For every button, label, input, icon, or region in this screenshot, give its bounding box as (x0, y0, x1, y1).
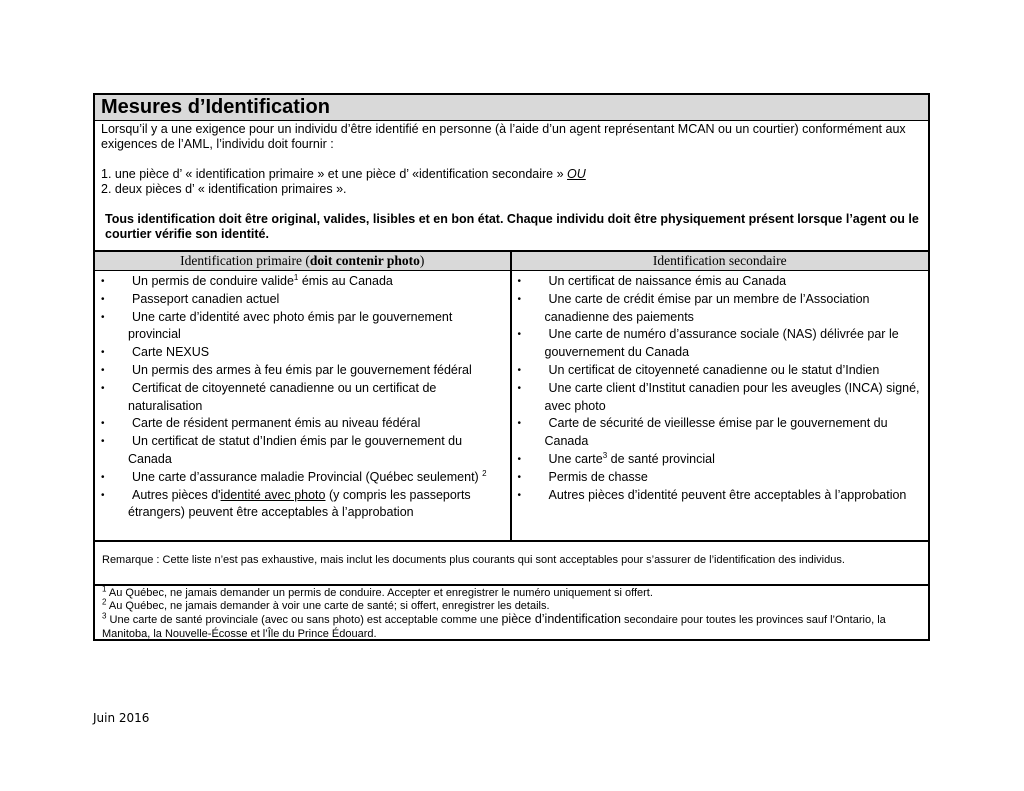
footnote-text: Au Québec, ne jamais demander à voir une carte de santé; si offert, enregistrer les details. (106, 600, 550, 613)
bullet-icon: • (517, 276, 522, 287)
secondary-item (516, 380, 925, 416)
primary-item-text: Un certificat de statut d’Indien émis par le gouvernement du Canada (128, 434, 463, 466)
secondary-item-text-after: de santé provincial (607, 451, 715, 466)
secondary-item (516, 362, 925, 380)
intro-option-2: 2. deux pièces d’ « identification primaires ». (101, 182, 347, 196)
primary-item-text: Un permis de conduire valide (132, 274, 294, 288)
footnote-ref: 1 (293, 272, 299, 282)
secondary-item (516, 415, 925, 451)
bullet-icon: • (101, 471, 105, 483)
bullet-icon: • (101, 293, 105, 305)
secondary-item (516, 451, 925, 469)
primary-item-text-after: (y compris les passeports étrangers) peuvent être acceptables à l’approbation (128, 487, 471, 520)
bullet-icon: • (101, 436, 105, 448)
identification-table (95, 250, 928, 540)
primary-list (95, 271, 510, 522)
intro-lead: Lorsqu’il y a une exigence pour un individu d’être identifié en personne (à l’aide d’un agent représentant MCAN ou un courtier) conformément aux exigences de l’AML, l’individu doit fournir : (101, 122, 906, 151)
secondary-item (516, 469, 925, 487)
primary-item (99, 415, 506, 433)
primary-item-text: Un permis des armes à feu émis par le gouvernement fédéral (132, 362, 472, 377)
identification-measures-document (93, 93, 930, 641)
secondary-item-text: Une carte (548, 451, 603, 466)
option-or: OU (567, 167, 586, 181)
primary-item (99, 273, 506, 291)
secondary-item-text: Une carte client d’Institut canadien pour les aveugles (INCA) signé, avec photo (544, 380, 920, 413)
footnote-number: 1 (102, 584, 107, 594)
primary-item (99, 433, 506, 469)
secondary-item-text: Carte de sécurité de vieillesse émise par le gouvernement du Canada (544, 416, 888, 449)
primary-column (95, 252, 512, 540)
footnote-text-after: secondaire pour toutes les provinces sauf l’Ontario, la Manitoba, la Nouvelle-Écosse et l’Île du Prince Édouard. (102, 614, 886, 640)
bullet-icon: • (517, 489, 522, 501)
primary-item-text: Carte NEXUS (132, 345, 210, 360)
primary-item-underlined: identité avec photo (220, 487, 326, 502)
secondary-item-text: Permis de chasse (548, 469, 648, 484)
footnote-text: Une carte de santé provinciale (avec ou sans photo) est acceptable comme une (106, 614, 502, 627)
primary-header-suffix: ) (419, 253, 425, 268)
primary-column-header (95, 252, 510, 271)
secondary-item-text: Une carte de crédit émise par un membre de l’Association canadienne des paiements (544, 291, 870, 324)
secondary-item-text: Autres pièces d’identité peuvent être acceptables à l’approbation (548, 487, 907, 502)
bullet-icon: • (517, 453, 522, 465)
primary-item (99, 487, 506, 523)
primary-item-text-after: émis au Canada (298, 274, 393, 288)
primary-item (99, 291, 506, 309)
primary-item (99, 469, 506, 487)
secondary-item (516, 273, 925, 291)
secondary-list (512, 271, 929, 504)
intro-bold-notice: Tous identification doit être original, valides, lisibles et en bon état. Chaque individu doit être physiquement présent lorsque l’agent ou le courtier vérifie son identité. (105, 212, 919, 241)
remark-note: Remarque : Cette liste n’est pas exhaustive, mais inclut les documents plus courants qui sont acceptables pour s’assurer de l’identification des individus. (95, 540, 928, 584)
bullet-icon: • (517, 382, 522, 394)
primary-item (99, 362, 506, 380)
bullet-icon: • (101, 347, 105, 359)
bullet-icon: • (517, 364, 522, 376)
primary-item-text: Carte de résident permanent émis au niveau fédéral (132, 416, 421, 431)
secondary-item-text: Un certificat de citoyenneté canadienne ou le statut d’Indien (548, 362, 880, 377)
footnote (102, 613, 920, 640)
primary-item-text: Certificat de citoyenneté canadienne ou un certificat de naturalisation (128, 380, 437, 413)
primary-item-text: Une carte d’identité avec photo émis par le gouvernement provincial (128, 309, 453, 342)
bullet-icon: • (101, 418, 105, 430)
secondary-item (516, 487, 925, 505)
bullet-icon: • (101, 382, 105, 394)
intro-section (95, 121, 928, 250)
bullet-icon: • (517, 471, 522, 483)
bullet-icon: • (101, 364, 105, 376)
primary-header-bold: doit contenir photo (309, 253, 420, 268)
footnote-number: 2 (102, 597, 107, 607)
primary-item-text: Autres pièces d' (132, 487, 221, 502)
footnotes-section (95, 584, 928, 641)
secondary-column-header: Identification secondaire (512, 252, 929, 271)
bullet-icon: • (101, 276, 105, 287)
primary-header-prefix: Identification primaire ( (180, 253, 310, 268)
footnote-number: 3 (102, 611, 107, 621)
intro-option-1 (101, 167, 920, 182)
bullet-icon: • (517, 329, 522, 341)
bullet-icon: • (517, 418, 522, 430)
footnote (102, 584, 920, 600)
footnote-ref: 2 (482, 468, 487, 478)
primary-item (99, 344, 506, 362)
footnote-emphasis: pièce d’indentification (501, 612, 621, 627)
primary-item-text: Passeport canadien actuel (132, 291, 280, 306)
footnote-ref: 3 (602, 450, 608, 460)
bullet-icon: • (517, 293, 522, 305)
secondary-item (516, 326, 925, 362)
primary-item (99, 309, 506, 345)
bullet-icon: • (101, 489, 105, 501)
bullet-icon: • (101, 311, 105, 323)
primary-item (99, 380, 506, 416)
footnote-text: Au Québec, ne jamais demander un permis de conduire. Accepter et enregistrer le numéro uniquement si offert. (106, 587, 653, 599)
page-footer-date: Juin 2016 (93, 711, 150, 725)
secondary-column (512, 252, 929, 540)
primary-item-text: Une carte d’assurance maladie Provincial (Québec seulement) (132, 469, 483, 484)
option-1-text: 1. une pièce d’ « identification primaire » et une pièce d’ «identification secondaire » (101, 167, 568, 181)
secondary-item-text: Un certificat de naissance émis au Canada (548, 274, 787, 288)
document-title: Mesures d’Identification (95, 95, 928, 121)
secondary-item-text: Une carte de numéro d’assurance sociale (NAS) délivrée par le gouvernement du Canada (544, 327, 899, 360)
secondary-item (516, 291, 925, 327)
